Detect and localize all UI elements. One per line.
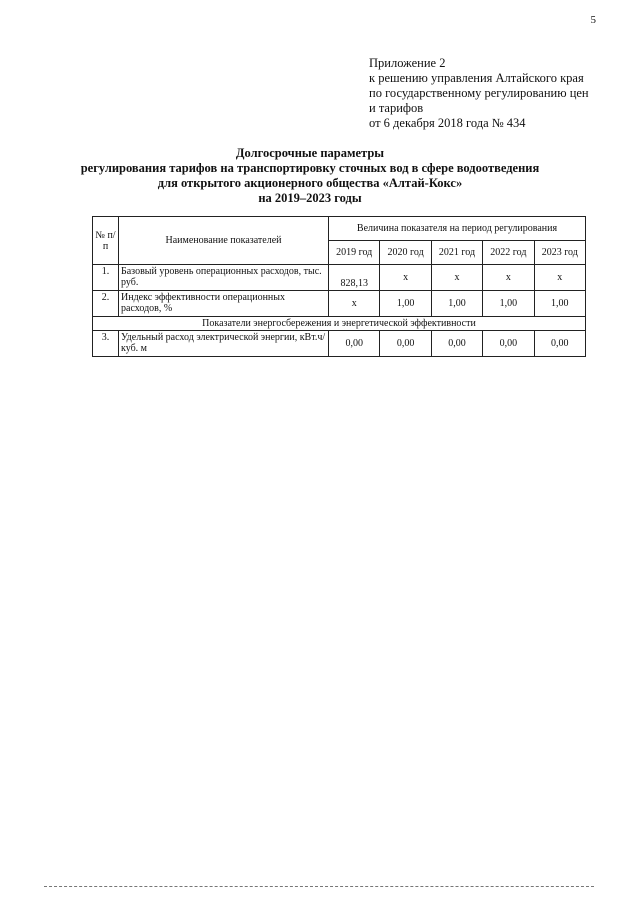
row-value: x: [380, 265, 431, 291]
row-value: 828,13: [329, 265, 380, 291]
row-number: 2.: [93, 291, 119, 317]
row-name: Базовый уровень операционных расходов, тыс. руб.: [119, 265, 329, 291]
appendix-line: по государственному регулированию цен: [369, 86, 589, 100]
appendix-line: к решению управления Алтайского края: [369, 71, 584, 85]
row-number: 3.: [93, 331, 119, 357]
row-value: 1,00: [380, 291, 431, 317]
appendix-line: Приложение 2: [369, 56, 446, 70]
header-number: № п/п: [93, 217, 119, 265]
section-row: [93, 317, 586, 331]
footer-divider: [44, 886, 594, 887]
header-year: 2021 год: [431, 241, 482, 265]
row-value: x: [431, 265, 482, 291]
section-title: Показатели энергосбережения и энергетической эффективности: [93, 317, 586, 331]
appendix-line: от 6 декабря 2018 года № 434: [369, 116, 526, 130]
row-name: Индекс эффективности операционных расходов, %: [119, 291, 329, 317]
table-row: [93, 331, 586, 357]
header-indicator-name: Наименование показателей: [119, 217, 329, 265]
row-value: 0,00: [483, 331, 534, 357]
row-value: x: [534, 265, 585, 291]
row-value: 0,00: [329, 331, 380, 357]
row-value: 1,00: [483, 291, 534, 317]
title-line: Долгосрочные параметры: [235, 146, 385, 160]
header-year: 2023 год: [534, 241, 585, 265]
row-name: Удельный расход электрической энергии, кВт.ч/куб. м: [119, 331, 329, 357]
header-year: 2022 год: [483, 241, 534, 265]
title-line: на 2019–2023 годы: [258, 191, 362, 205]
row-value: 0,00: [380, 331, 431, 357]
title-line: для открытого акционерного общества «Алтай-Кокс»: [157, 176, 463, 190]
row-number: 1.: [93, 265, 119, 291]
title-line: регулирования тарифов на транспортировку сточных вод в сфере водоотведения: [80, 161, 540, 175]
row-value: x: [483, 265, 534, 291]
header-period: Величина показателя на период регулирования: [329, 217, 586, 241]
document-title: [40, 146, 580, 206]
row-value: 1,00: [534, 291, 585, 317]
header-year: 2020 год: [380, 241, 431, 265]
row-value: x: [329, 291, 380, 317]
row-value: 1,00: [431, 291, 482, 317]
row-value: 0,00: [534, 331, 585, 357]
table-row: [93, 265, 586, 291]
table-row: [93, 291, 586, 317]
row-value: 0,00: [431, 331, 482, 357]
appendix-block: [369, 56, 609, 131]
header-year: 2019 год: [329, 241, 380, 265]
appendix-line: и тарифов: [369, 101, 424, 115]
page-number: 5: [590, 14, 596, 26]
parameters-table: [92, 216, 586, 357]
